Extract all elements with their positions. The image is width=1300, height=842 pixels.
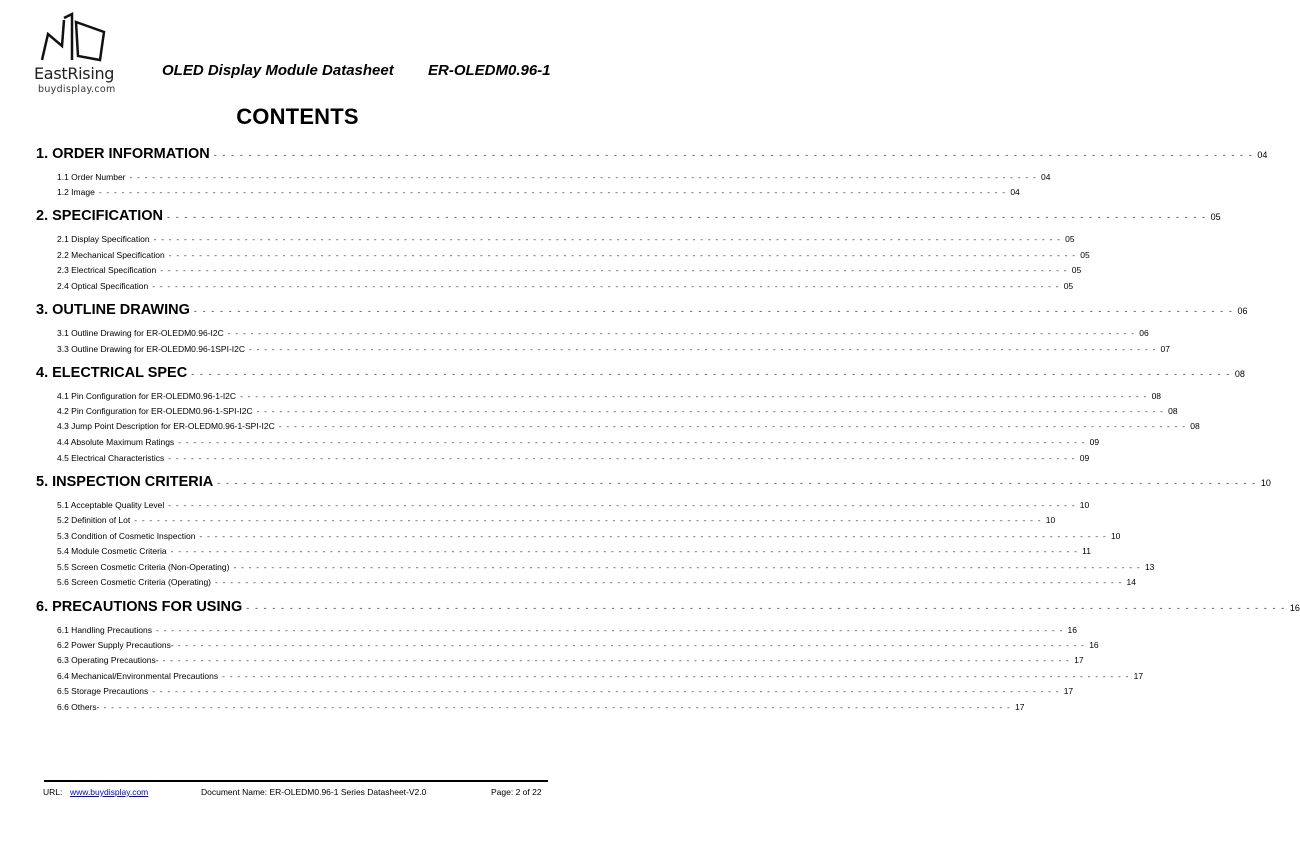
document-model: ER-OLEDM0.96-1 [428,62,551,79]
toc-entry[interactable] [57,531,1121,545]
toc-label: 6.2 Power Supply Precautions- [57,640,174,650]
toc-label: 5.3 Condition of Cosmetic Inspection [57,531,196,541]
toc-page-number: 10 [1260,478,1271,488]
footer-page-number: Page: 2 of 22 [491,787,542,797]
toc-page-number: 14 [1126,577,1136,587]
toc-entry[interactable] [57,640,1099,654]
toc-label: 3.1 Outline Drawing for ER-OLEDM0.96-I2C [57,328,224,338]
toc-page-number: 06 [1139,328,1149,338]
toc-label: 6.4 Mechanical/Environmental Precautions [57,671,219,681]
toc-entry[interactable] [57,391,1162,405]
toc-label: 2. SPECIFICATION [36,208,164,224]
toc-section[interactable] [36,146,1268,166]
brand-name: EastRising [34,64,115,83]
toc-entry[interactable] [57,421,1200,435]
toc-page-number: 16 [1089,640,1099,650]
toc-label: 4.5 Electrical Characteristics [57,453,165,463]
toc-leader-dots: - - - - - - - - - - - - - - - - - - - - - - - - - - - - - - - - - - - - - - - - - - - - - - - - - - - - - - - - - - - - - - - - - - - - - - - - - - - - - - - - - - - - - - - - - - - - - - - - - - - - - - - - - - - - - - - - - - - - - - - - [160,265,1068,275]
toc-label: 3. OUTLINE DRAWING [36,302,190,318]
toc-entry[interactable] [57,515,1056,529]
brand-site: buydisplay.com [38,84,116,95]
toc-label: 1.1 Order Number [57,172,126,182]
toc-label: 5.6 Screen Cosmetic Criteria (Operating) [57,577,212,587]
toc-leader-dots: - - - - - - - - - - - - - - - - - - - - - - - - - - - - - - - - - - - - - - - - - - - - - - - - - - - - - - - - - - - - - - - - - - - - - - - - - - - - - - - - - - - - - - - - - - - - - - - - - - - - - - - - - - - - - - - - - - - - - - - - [193,306,1234,316]
toc-page-number: 10 [1045,515,1056,525]
toc-section[interactable] [36,599,1300,619]
toc-label: 4. ELECTRICAL SPEC [36,365,188,381]
toc-label: 5.4 Module Cosmetic Criteria [57,546,167,556]
footer-url-link[interactable]: www.buydisplay.com [70,787,149,797]
toc-page-number: 11 [1082,546,1091,556]
toc-leader-dots: - - - - - - - - - - - - - - - - - - - - - - - - - - - - - - - - - - - - - - - - - - - - - - - - - - - - - - - - - - - - - - - - - - - - - - - - - - - - - - - - - - - - - - - - - - - - - - - - - - - - - - - - - - - - - - - - - - - - - - - - [240,391,1148,401]
toc-page-number: 08 [1168,406,1178,416]
toc-leader-dots: - - - - - - - - - - - - - - - - - - - - - - - - - - - - - - - - - - - - - - - - - - - - - - - - - - - - - - - - - - - - - - - - - - - - - - - - - - - - - - - - - - - - - - - - - - - - - - - - - - - - - - - - - - - - - - - - - - - - - - - - [168,453,1076,463]
toc-page-number: 09 [1079,453,1090,463]
toc-entry[interactable] [57,406,1178,420]
toc-entry[interactable] [57,437,1100,451]
toc-label: 5. INSPECTION CRITERIA [36,474,214,490]
toc-entry[interactable] [57,250,1090,264]
toc-leader-dots: - - - - - - - - - - - - - - - - - - - - - - - - - - - - - - - - - - - - - - - - - - - - - - - - - - - - - - - - - - - - - - - - - - - - - - - - - - - - - - - - - - - - - - - - - - - - - - - - - - - - - - - - - - - - - - - - - - - - - - - - [217,478,1257,488]
toc-label: 6.5 Storage Precautions [57,686,149,696]
toc-leader-dots: - - - - - - - - - - - - - - - - - - - - - - - - - - - - - - - - - - - - - - - - - - - - - - - - - - - - - - - - - - - - - - - - - - - - - - - - - - - - - - - - - - - - - - - - - - - - - - - - - - - - - - - - - - - - - - - - - - - - - - - - [98,187,1007,197]
toc-page-number: 16 [1289,603,1300,613]
toc-label: 2.1 Display Specification [57,234,150,244]
toc-entry[interactable] [57,234,1075,248]
toc-entry[interactable] [57,655,1084,669]
toc-leader-dots: - - - - - - - - - - - - - - - - - - - - - - - - - - - - - - - - - - - - - - - - - - - - - - - - - - - - - - - - - - - - - - - - - - - - - - - - - - - - - - - - - - - - - - - - - - - - - - - - - - - - - - - - - - - - - - - - - - - - - - - - [215,577,1123,587]
toc-label: 1.2 Image [57,187,95,197]
toc-section[interactable] [36,365,1245,385]
toc-entry[interactable] [57,281,1074,295]
toc-leader-dots: - - - - - - - - - - - - - - - - - - - - - - - - - - - - - - - - - - - - - - - - - - - - - - - - - - - - - - - - - - - - - - - - - - - - - - - - - - - - - - - - - - - - - - - - - - - - - - - - - - - - - - - - - - - - - - - - - - - - - - - - [246,603,1286,613]
toc-leader-dots: - - - - - - - - - - - - - - - - - - - - - - - - - - - - - - - - - - - - - - - - - - - - - - - - - - - - - - - - - - - - - - - - - - - - - - - - - - - - - - - - - - - - - - - - - - - - - - - - - - - - - - - - - - - - - - - - - - - - - - - - [155,625,1064,635]
toc-entry[interactable] [57,500,1090,514]
toc-leader-dots: - - - - - - - - - - - - - - - - - - - - - - - - - - - - - - - - - - - - - - - - - - - - - - - - - - - - - - - - - - - - - - - - - - - - - - - - - - - - - - - - - - - - - - - - - - - - - - - - - - - - - - - - - - - - - - - - - - - - - - - - [152,686,1060,696]
toc-leader-dots: - - - - - - - - - - - - - - - - - - - - - - - - - - - - - - - - - - - - - - - - - - - - - - - - - - - - - - - - - - - - - - - - - - - - - - - - - - - - - - - - - - - - - - - - - - - - - - - - - - - - - - - - - - - - - - - - - - - - - - - - [170,546,1079,556]
footer-url-label: URL: [43,787,63,797]
page-title: CONTENTS [236,104,359,129]
toc-leader-dots: - - - - - - - - - - - - - - - - - - - - - - - - - - - - - - - - - - - - - - - - - - - - - - - - - - - - - - - - - - - - - - - - - - - - - - - - - - - - - - - - - - - - - - - - - - - - - - - - - - - - - - - - - - - - - - - - - - - - - - - - [152,281,1060,291]
footer-divider [44,780,548,782]
toc-page-number: 10 [1079,500,1090,510]
toc-page-number: 13 [1144,562,1155,572]
toc-label: 2.3 Electrical Specification [57,265,157,275]
toc-leader-dots: - - - - - - - - - - - - - - - - - - - - - - - - - - - - - - - - - - - - - - - - - - - - - - - - - - - - - - - - - - - - - - - - - - - - - - - - - - - - - - - - - - - - - - - - - - - - - - - - - - - - - - - - - - - - - - - - - - - - - - - - [233,562,1141,572]
toc-entry[interactable] [57,625,1077,639]
toc-page-number: 04 [1041,172,1051,182]
toc-page-number: 04 [1257,150,1268,160]
toc-entry[interactable] [57,562,1155,576]
toc-leader-dots: - - - - - - - - - - - - - - - - - - - - - - - - - - - - - - - - - - - - - - - - - - - - - - - - - - - - - - - - - - - - - - - - - - - - - - - - - - - - - - - - - - - - - - - - - - - - - - - - - - - - - - - - - - - - - - - - - - - - - - - - [199,531,1107,541]
toc-leader-dots: - - - - - - - - - - - - - - - - - - - - - - - - - - - - - - - - - - - - - - - - - - - - - - - - - - - - - - - - - - - - - - - - - - - - - - - - - - - - - - - - - - - - - - - - - - - - - - - - - - - - - - - - - - - - - - - - - - - - - - - - [168,250,1077,260]
toc-label: 6.1 Handling Precautions [57,625,152,635]
toc-label: 2.2 Mechanical Specification [57,250,165,260]
toc-label: 5.2 Definition of Lot [57,515,131,525]
toc-leader-dots: - - - - - - - - - - - - - - - - - - - - - - - - - - - - - - - - - - - - - - - - - - - - - - - - - - - - - - - - - - - - - - - - - - - - - - - - - - - - - - - - - - - - - - - - - - - - - - - - - - - - - - - - - - - - - - - - - - - - - - - - [168,500,1076,510]
toc-label: 4.3 Jump Point Description for ER-OLEDM0.96-1-SPI-I2C [57,421,275,431]
toc-label: 6.6 Others- [57,702,100,712]
toc-leader-dots: - - - - - - - - - - - - - - - - - - - - - - - - - - - - - - - - - - - - - - - - - - - - - - - - - - - - - - - - - - - - - - - - - - - - - - - - - - - - - - - - - - - - - - - - - - - - - - - - - - - - - - - - - - - - - - - - - - - - - - - - [103,702,1012,712]
toc-page-number: 07 [1160,344,1170,354]
toc-section[interactable] [36,474,1271,494]
toc-page-number: 17 [1015,702,1025,712]
toc-page-number: 16 [1067,625,1077,635]
toc-entry[interactable] [57,702,1025,716]
toc-leader-dots: - - - - - - - - - - - - - - - - - - - - - - - - - - - - - - - - - - - - - - - - - - - - - - - - - - - - - - - - - - - - - - - - - - - - - - - - - - - - - - - - - - - - - - - - - - - - - - - - - - - - - - - - - - - - - - - - - - - - - - - - [167,212,1207,222]
toc-leader-dots: - - - - - - - - - - - - - - - - - - - - - - - - - - - - - - - - - - - - - - - - - - - - - - - - - - - - - - - - - - - - - - - - - - - - - - - - - - - - - - - - - - - - - - - - - - - - - - - - - - - - - - - - - - - - - - - - - - - - - - - - [178,437,1086,447]
toc-page-number: 17 [1133,671,1144,681]
toc-page-number: 10 [1110,531,1121,541]
toc-entry[interactable] [57,265,1082,279]
toc-entry[interactable] [57,671,1144,685]
footer-document-name: Document Name: ER-OLEDM0.96-1 Series Datasheet-V2.0 [201,787,427,797]
toc-label: 5.1 Acceptable Quality Level [57,500,165,510]
toc-leader-dots: - - - - - - - - - - - - - - - - - - - - - - - - - - - - - - - - - - - - - - - - - - - - - - - - - - - - - - - - - - - - - - - - - - - - - - - - - - - - - - - - - - - - - - - - - - - - - - - - - - - - - - - - - - - - - - - - - - - - - - - - [249,344,1157,354]
toc-leader-dots: - - - - - - - - - - - - - - - - - - - - - - - - - - - - - - - - - - - - - - - - - - - - - - - - - - - - - - - - - - - - - - - - - - - - - - - - - - - - - - - - - - - - - - - - - - - - - - - - - - - - - - - - - - - - - - - - - - - - - - - - [256,406,1165,416]
toc-leader-dots: - - - - - - - - - - - - - - - - - - - - - - - - - - - - - - - - - - - - - - - - - - - - - - - - - - - - - - - - - - - - - - - - - - - - - - - - - - - - - - - - - - - - - - - - - - - - - - - - - - - - - - - - - - - - - - - - - - - - - - - - [162,655,1071,665]
toc-page-number: 05 [1065,234,1075,244]
toc-entry[interactable] [57,686,1074,700]
toc-label: 6. PRECAUTIONS FOR USING [36,599,243,615]
toc-label: 4.1 Pin Configuration for ER-OLEDM0.96-1-I2C [57,391,237,401]
toc-page-number: 08 [1151,391,1162,401]
toc-page-number: 08 [1190,421,1200,431]
toc-leader-dots: - - - - - - - - - - - - - - - - - - - - - - - - - - - - - - - - - - - - - - - - - - - - - - - - - - - - - - - - - - - - - - - - - - - - - - - - - - - - - - - - - - - - - - - - - - - - - - - - - - - - - - - - - - - - - - - - - - - - - - - - [153,234,1062,244]
toc-page-number: 05 [1071,265,1082,275]
toc-page-number: 08 [1234,369,1245,379]
toc-entry[interactable] [57,187,1020,201]
toc-leader-dots: - - - - - - - - - - - - - - - - - - - - - - - - - - - - - - - - - - - - - - - - - - - - - - - - - - - - - - - - - - - - - - - - - - - - - - - - - - - - - - - - - - - - - - - - - - - - - - - - - - - - - - - - - - - - - - - - - - - - - - - - [213,150,1254,160]
toc-page-number: 09 [1089,437,1100,447]
toc-label: 6.3 Operating Precautions- [57,655,159,665]
toc-label: 4.4 Absolute Maximum Ratings [57,437,175,447]
toc-section[interactable] [36,208,1221,228]
toc-leader-dots: - - - - - - - - - - - - - - - - - - - - - - - - - - - - - - - - - - - - - - - - - - - - - - - - - - - - - - - - - - - - - - - - - - - - - - - - - - - - - - - - - - - - - - - - - - - - - - - - - - - - - - - - - - - - - - - - - - - - - - - - [129,172,1037,182]
toc-entry[interactable] [57,172,1051,186]
toc-leader-dots: - - - - - - - - - - - - - - - - - - - - - - - - - - - - - - - - - - - - - - - - - - - - - - - - - - - - - - - - - - - - - - - - - - - - - - - - - - - - - - - - - - - - - - - - - - - - - - - - - - - - - - - - - - - - - - - - - - - - - - - - [227,328,1136,338]
toc-page-number: 06 [1237,306,1248,316]
toc-entry[interactable] [57,577,1136,591]
toc-page-number: 05 [1080,250,1090,260]
toc-leader-dots: - - - - - - - - - - - - - - - - - - - - - - - - - - - - - - - - - - - - - - - - - - - - - - - - - - - - - - - - - - - - - - - - - - - - - - - - - - - - - - - - - - - - - - - - - - - - - - - - - - - - - - - - - - - - - - - - - - - - - - - - [222,671,1130,681]
document-title: OLED Display Module Datasheet [162,62,394,79]
toc-entry[interactable] [57,328,1149,342]
toc-page-number: 05 [1063,281,1074,291]
toc-page-number: 17 [1074,655,1084,665]
toc-label: 4.2 Pin Configuration for ER-OLEDM0.96-1-SPI-I2C [57,406,253,416]
toc-label: 2.4 Optical Specification [57,281,149,291]
toc-leader-dots: - - - - - - - - - - - - - - - - - - - - - - - - - - - - - - - - - - - - - - - - - - - - - - - - - - - - - - - - - - - - - - - - - - - - - - - - - - - - - - - - - - - - - - - - - - - - - - - - - - - - - - - - - - - - - - - - - - - - - - - - [278,421,1187,431]
toc-section[interactable] [36,302,1248,322]
toc-page-number: 17 [1063,686,1074,696]
toc-leader-dots: - - - - - - - - - - - - - - - - - - - - - - - - - - - - - - - - - - - - - - - - - - - - - - - - - - - - - - - - - - - - - - - - - - - - - - - - - - - - - - - - - - - - - - - - - - - - - - - - - - - - - - - - - - - - - - - - - - - - - - - - [134,515,1042,525]
toc-leader-dots: - - - - - - - - - - - - - - - - - - - - - - - - - - - - - - - - - - - - - - - - - - - - - - - - - - - - - - - - - - - - - - - - - - - - - - - - - - - - - - - - - - - - - - - - - - - - - - - - - - - - - - - - - - - - - - - - - - - - - - - - [177,640,1086,650]
toc-entry[interactable] [57,453,1090,467]
toc-label: 3.3 Outline Drawing for ER-OLEDM0.96-1SPI-I2C [57,344,246,354]
toc-entry[interactable] [57,546,1091,560]
toc-page-number: 05 [1210,212,1221,222]
toc-entry[interactable] [57,344,1170,358]
toc-label: 5.5 Screen Cosmetic Criteria (Non-Operating) [57,562,230,572]
toc-page-number: 04 [1010,187,1020,197]
toc-leader-dots: - - - - - - - - - - - - - - - - - - - - - - - - - - - - - - - - - - - - - - - - - - - - - - - - - - - - - - - - - - - - - - - - - - - - - - - - - - - - - - - - - - - - - - - - - - - - - - - - - - - - - - - - - - - - - - - - - - - - - - - - [191,369,1231,379]
toc-label: 1. ORDER INFORMATION [36,146,210,162]
